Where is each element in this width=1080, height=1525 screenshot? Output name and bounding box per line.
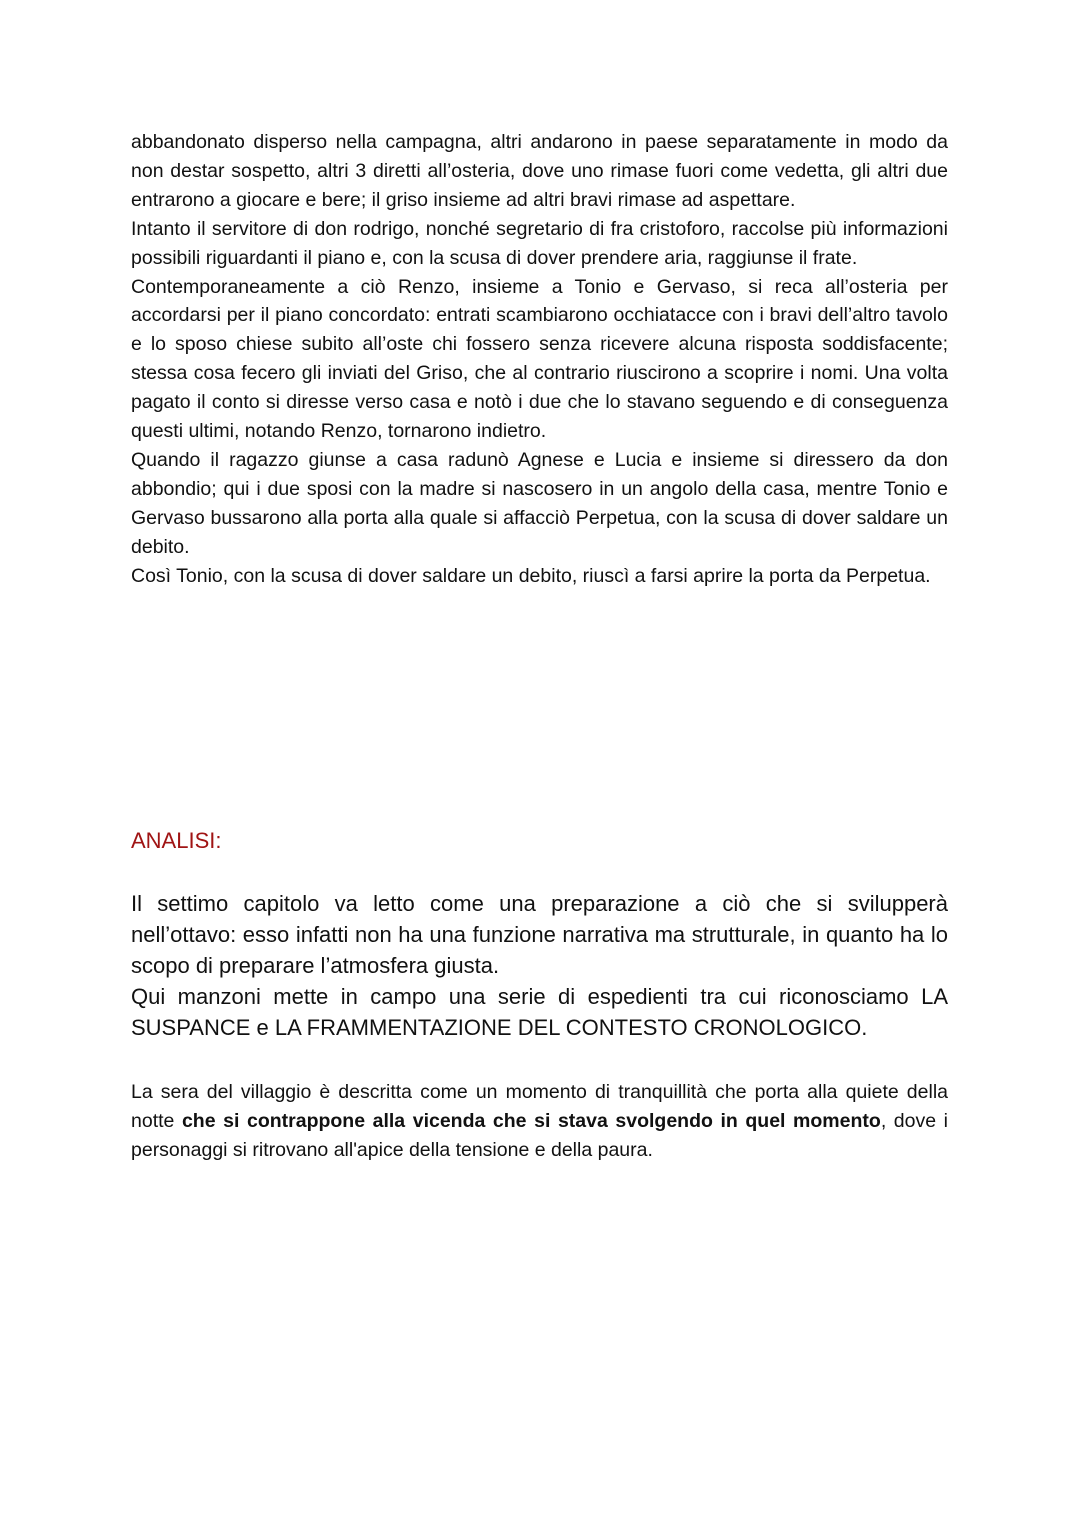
- analysis-paragraph: Qui manzoni mette in campo una serie di espedienti tra cui riconosciamo LA SUSPANCE e LA FRAMMENTAZIONE DEL CONTESTO CRONOLOGICO.: [131, 984, 948, 1040]
- analysis-paragraph: Il settimo capitolo va letto come una preparazione a ciò che si svilupperà nell’ottavo: esso infatti non ha una funzione narrativa ma strutturale, in quanto ha lo scopo di preparare l’atmosfera giusta.: [131, 891, 948, 978]
- narrative-section: [131, 128, 948, 591]
- analysis-intro: [131, 888, 948, 1043]
- narrative-paragraph: Così Tonio, con la scusa di dover saldare un debito, riuscì a farsi aprire la porta da Perpetua.: [131, 564, 931, 587]
- analysis-detail: [131, 1078, 948, 1165]
- narrative-paragraph: Quando il ragazzo giunse a casa radunò Agnese e Lucia e insieme si diressero da don abbondio; qui i due sposi con la madre si nascosero in un angolo della casa, mentre Tonio e Gervaso bussarono alla porta alla quale si affacciò Perpetua, con la scusa di dover saldare un debito.: [131, 448, 948, 558]
- analysis-final-paragraph: [131, 1078, 948, 1165]
- final-intro-text: La sera del villaggio è descritta come un momento di tranquillità che porta alla quiete della notte: [131, 1081, 948, 1132]
- narrative-paragraph: Intanto il servitore di don rodrigo, nonché segretario di fra cristoforo, raccolse più informazioni possibili riguardanti il piano e, con la scusa di dover prendere aria, raggiunse il frate.: [131, 217, 948, 269]
- narrative-paragraph: abbandonato disperso nella campagna, altri andarono in paese separatamente in modo da non destar sospetto, altri 3 diretti all’osteria, dove uno rimase fuori come vedetta, gli altri due entrarono a giocare e bere; il griso insieme ad altri bravi rimase ad aspettare.: [131, 131, 948, 211]
- analysis-section: [131, 888, 948, 1165]
- narrative-paragraph: Contemporaneamente a ciò Renzo, insieme a Tonio e Gervaso, si reca all’osteria per accordarsi per il piano concordato: entrati scambiarono occhiatacce con i bravi dell’altro tavolo e lo sposo chiese subito all’oste chi fossero senza ricevere alcuna risposta soddisfacente; stessa cosa fecero gli inviati del Griso, che al contrario riuscirono a scoprire i nomi. Una volta pagato il conto si diresse verso casa e notò i due che lo stavano seguendo e di conseguenza questi ultimi, notando Renzo, tornarono indietro.: [131, 275, 948, 443]
- final-outro-text: , dove i personaggi si ritrovano all'apice della tensione e della paura.: [131, 1109, 948, 1161]
- final-bold-text: che si contrappone alla vicenda che si stava svolgendo in quel momento: [181, 1109, 881, 1132]
- analysis-heading: ANALISI:: [131, 828, 222, 853]
